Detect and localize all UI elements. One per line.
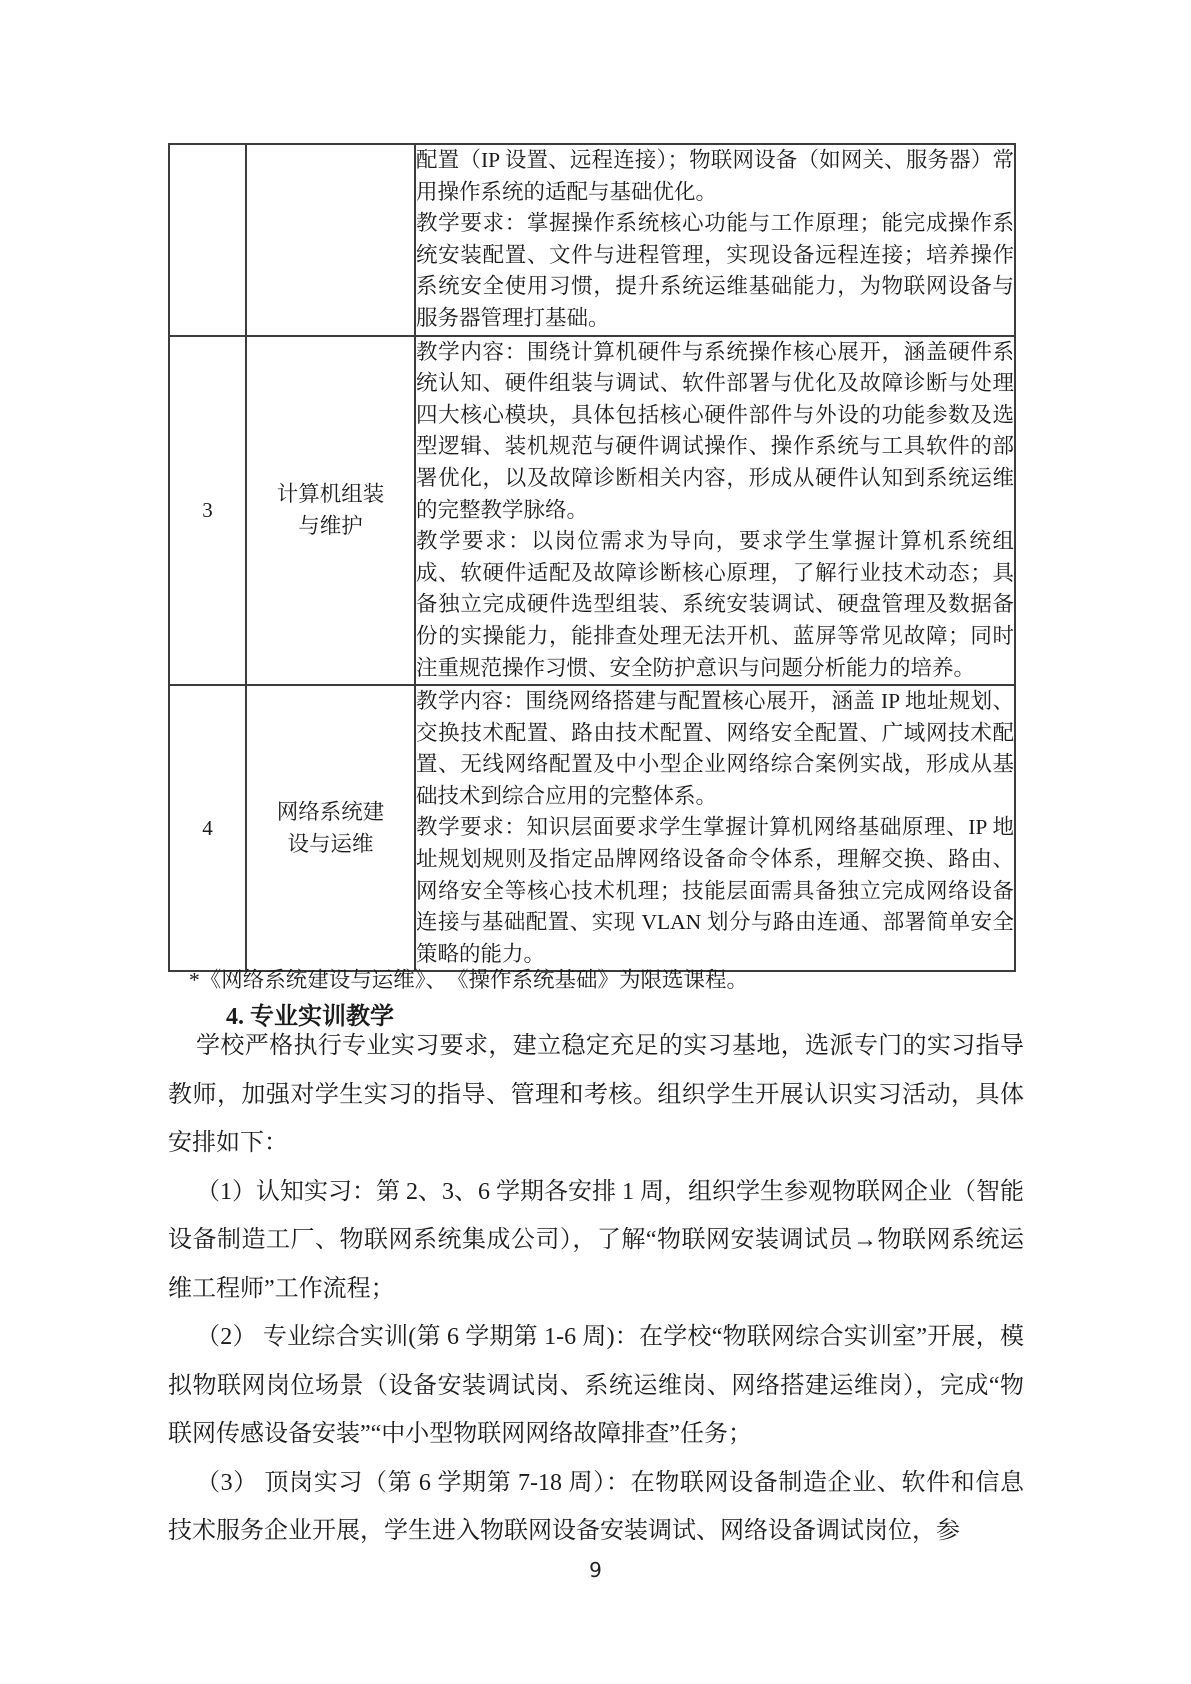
course-name-cell [246,685,415,971]
teaching-content-text: 教学内容：围绕计算机硬件与系统操作核心展开，涵盖硬件系统认知、硬件组装与调试、软件部署与优化及故障诊断与处理四大核心模块，具体包括核心硬件部件与外设的功能参数及选型逻辑、装机规范与硬件调试操作、操作系统与工具软件的部署优化，以及故障诊断相关内容，形成从硬件认知到系统运维的完整教学脉络。 [416,339,1014,522]
teaching-content-text: 配置（IP 设置、远程连接）；物联网设备（如网关、服务器）常用操作系统的适配与基础优化。 [416,148,1014,204]
body-paragraph: （2） 专业综合实训(第 6 学期第 1-6 周)：在学校“物联网综合实训室”开展，模拟物联网岗位场景（设备安装调试岗、系统运维岗、网络搭建运维岗），完成“物联网传感设备安装”“中小型物联网网络故障排查”任务； [168,1324,1024,1447]
course-content-cell [415,336,1015,686]
course-name-line: 网络系统建 [276,800,385,825]
course-name-cell [246,144,415,336]
table-row-3 [169,336,1015,686]
course-name-cell [246,336,415,686]
course-name-line: 与维护 [298,514,363,539]
table-footnote: *《网络系统建设与运维》、 《操作系统基础》为限选课程。 [189,968,749,992]
course-number-cell: 4 [169,685,246,971]
course-content-cell [415,685,1015,971]
table-row-4 [169,685,1015,971]
section-body [168,1022,1024,1556]
body-paragraph: （1）认知实习：第 2、3、6 学期各安排 1 周，组织学生参观物联网企业（智能设备制造工厂、物联网系统集成公司），了解“物联网安装调试员→物联网系统运维工程师”工作流程； [168,1178,1024,1302]
course-number-cell [169,144,246,336]
body-paragraph: 学校严格执行专业实习要求，建立稳定充足的实习基地，选派专门的实习指导教师，加强对学生实习的指导、管理和考核。组织学生开展认识实习活动，具体安排如下： [168,1033,1024,1156]
section-heading: 4. 专业实训教学 [226,1004,394,1030]
teaching-requirement-text: 教学要求：以岗位需求为导向，要求学生掌握计算机系统组成、软硬件适配及故障诊断核心原理，了解行业技术动态；具备独立完成硬件选型组装、系统安装调试、硬盘管理及数据备份的实操能力，能排查处理无法开机、蓝屏等常见故障；同时注重规范操作习惯、安全防护意识与问题分析能力的培养。 [416,529,1014,680]
body-paragraph: （3） 顶岗实习（第 6 学期第 7-18 周）：在物联网设备制造企业、软件和信息技术服务企业开展，学生进入物联网设备安装调试、网络设备调试岗位，参 [168,1469,1024,1544]
course-number-cell: 3 [169,336,246,686]
page-number: 9 [589,1558,602,1582]
course-content-cell [415,144,1015,336]
course-name-line: 设与运维 [287,832,374,857]
course-table [168,143,1016,972]
teaching-requirement-text: 教学要求：掌握操作系统核心功能与工作原理；能完成操作系统安装配置、文件与进程管理，实现设备远程连接；培养操作系统安全使用习惯，提升系统运维基础能力，为物联网设备与服务器管理打基础。 [416,211,1014,330]
teaching-content-text: 教学内容：围绕网络搭建与配置核心展开，涵盖 IP 地址规划、交换技术配置、路由技术配置、网络安全配置、广域网技术配置、无线网络配置及中小型企业网络综合案例实战，形成从基础技术到综合应用的完整体系。 [416,689,1014,808]
teaching-requirement-text: 教学要求：知识层面要求学生掌握计算机网络基础原理、IP 地址规划规则及指定品牌网络设备命令体系，理解交换、路由、网络安全等核心技术机理；技能层面需具备独立完成网络设备连接与基础配置、实现 VLAN 划分与路由连通、部署简单安全策略的能力。 [416,815,1014,966]
course-name-line: 计算机组装 [276,482,385,507]
table-row-continuation [169,144,1015,336]
